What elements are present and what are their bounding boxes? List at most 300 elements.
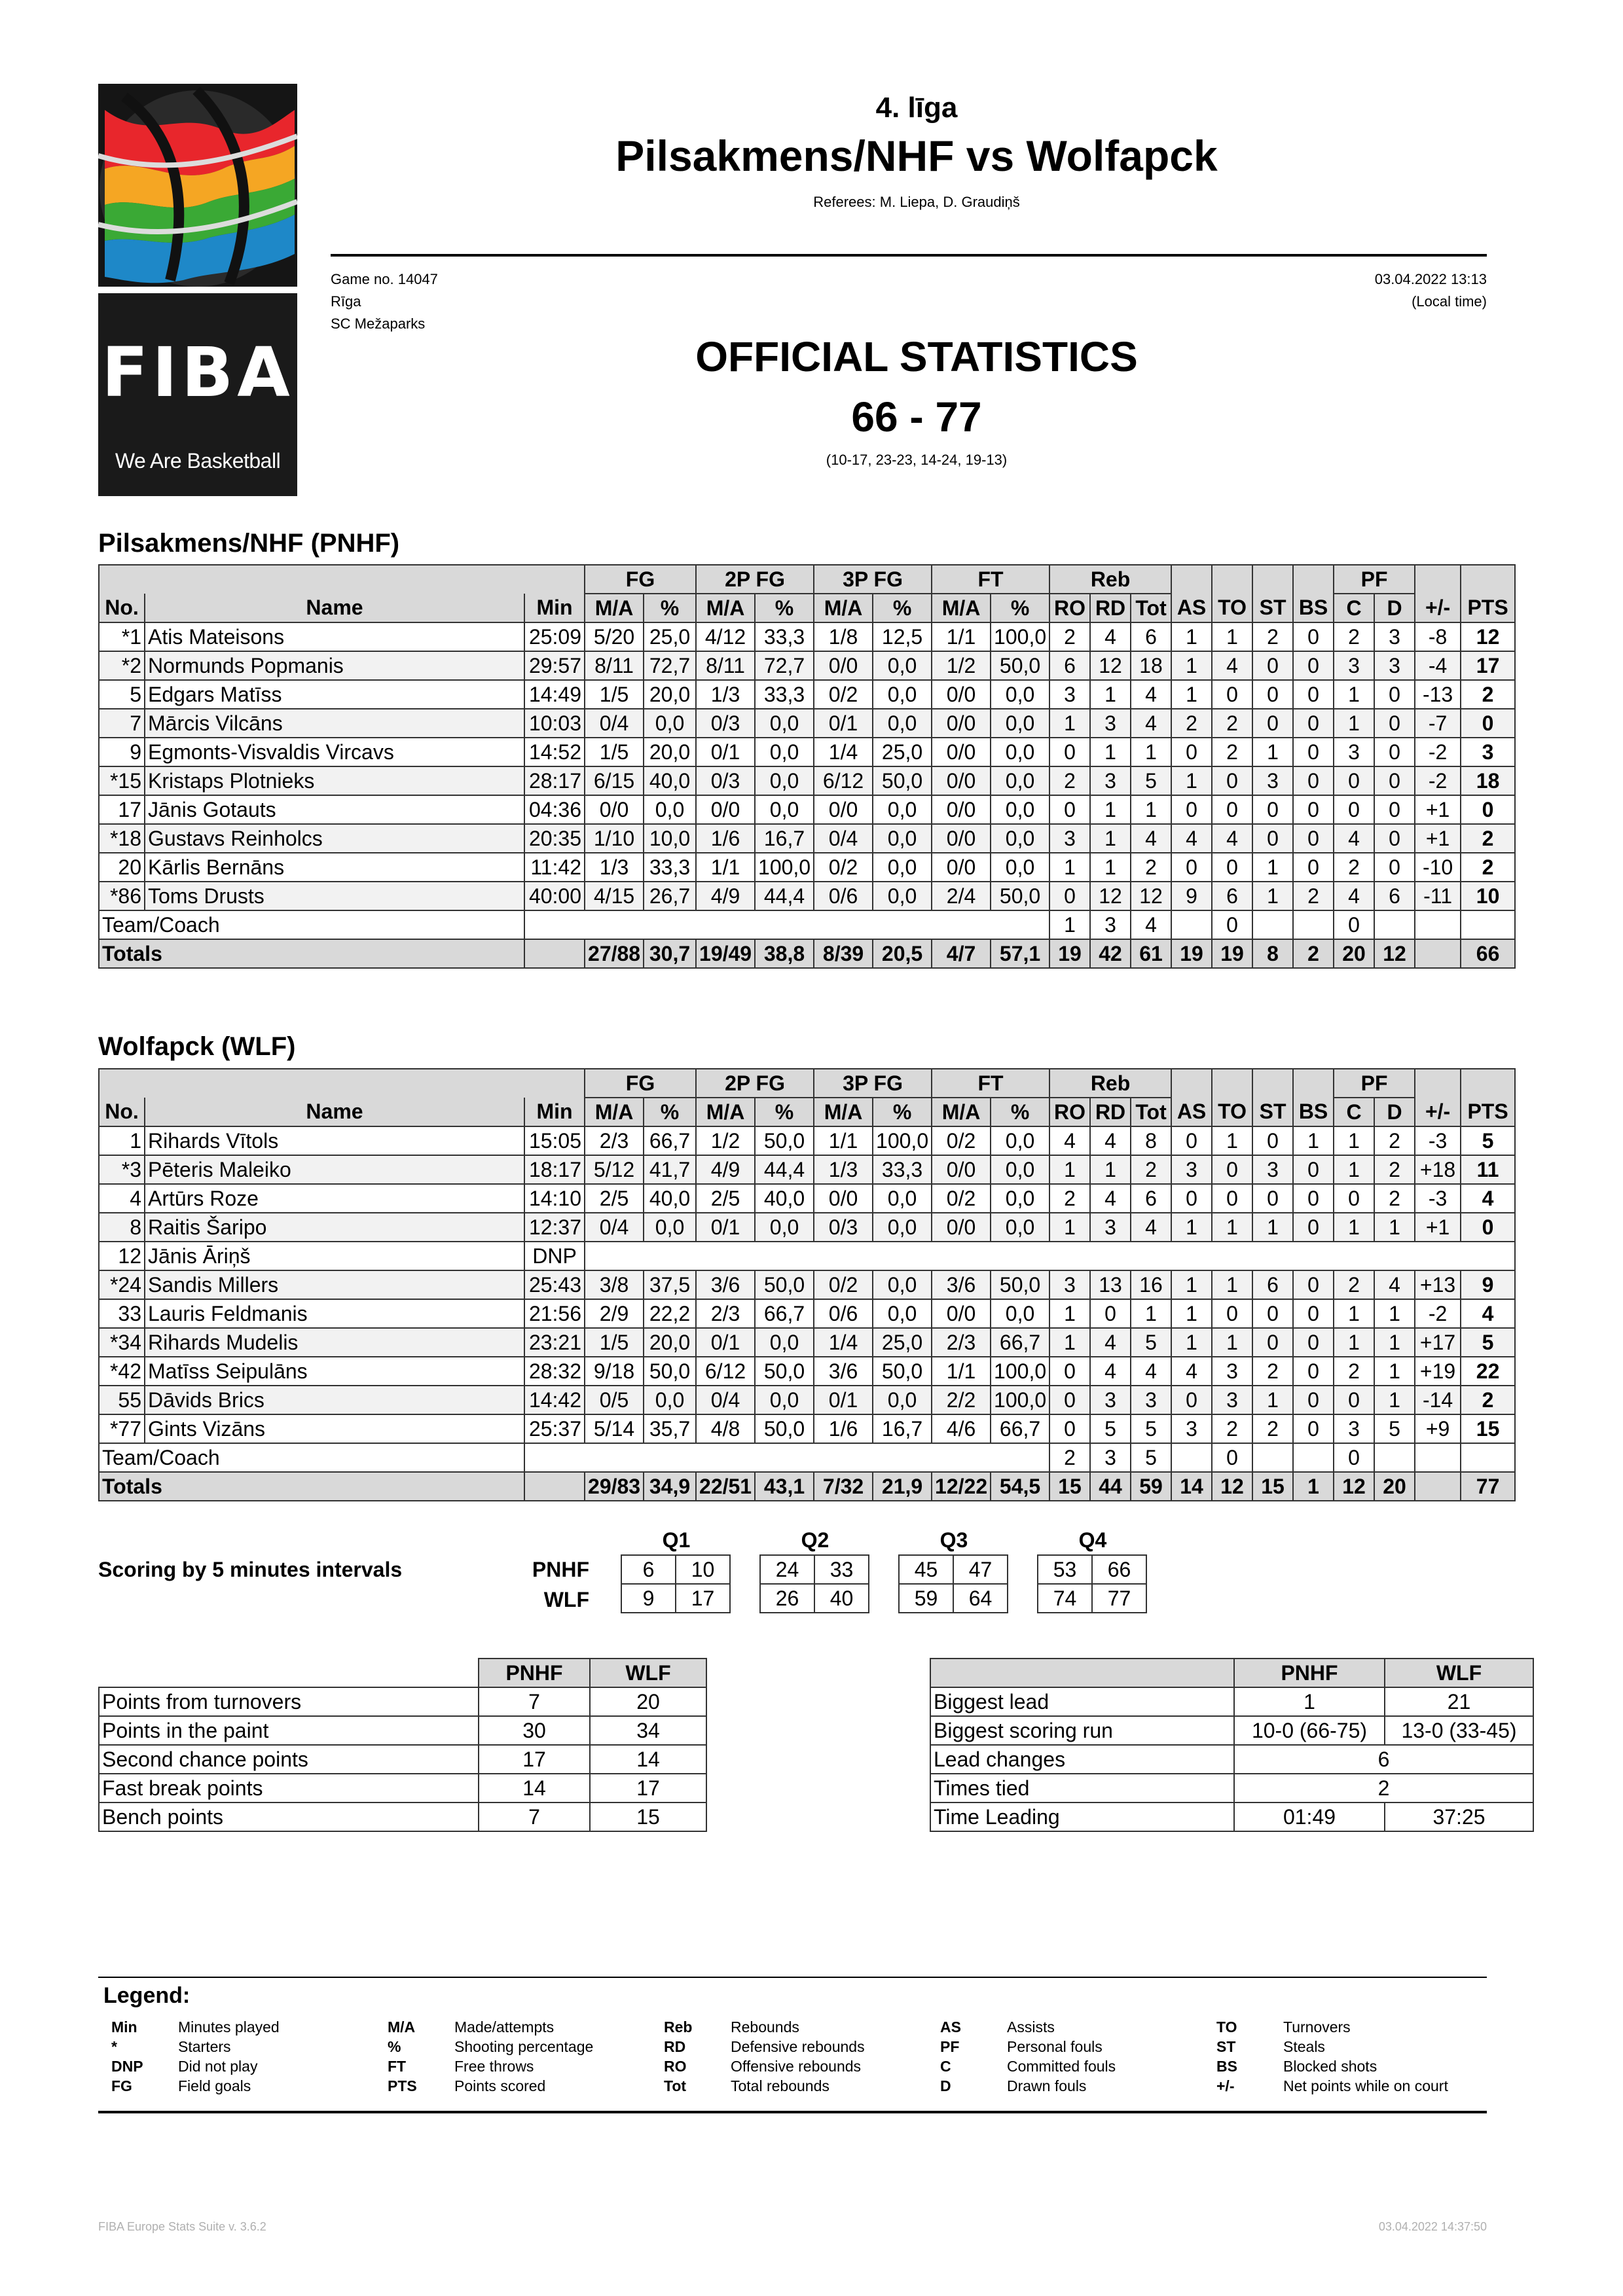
player-minutes: 28:32 — [524, 1357, 585, 1386]
stat-as: 0 — [1171, 1184, 1212, 1213]
stat-pm: +1 — [1415, 1213, 1461, 1242]
stat-p2p: 44,4 — [755, 882, 814, 910]
stat-d: 1 — [1374, 1386, 1415, 1414]
header-blank — [1461, 1069, 1515, 1098]
stat-to: 3 — [1212, 1386, 1252, 1414]
stat-d: 1 — [1374, 1299, 1415, 1328]
stat-pm: -3 — [1415, 1184, 1461, 1213]
stat-tot: 16 — [1131, 1270, 1171, 1299]
legend-column — [388, 2017, 593, 2096]
stat-tot: 3 — [1131, 1386, 1171, 1414]
stat-fgp: 72,7 — [644, 651, 696, 680]
totals-as: 19 — [1171, 939, 1212, 968]
column-group-header: 3P FG — [814, 565, 932, 594]
stat-p3p: 0,0 — [873, 1299, 932, 1328]
header-divider — [331, 254, 1487, 257]
points-value: 17 — [479, 1745, 590, 1774]
stat-ft: 0/0 — [932, 853, 991, 882]
stat-pm: +1 — [1415, 824, 1461, 853]
legend-desc: Offensive rebounds — [731, 2058, 862, 2075]
lead-row — [930, 1745, 1533, 1774]
stat-fgp: 41,7 — [644, 1155, 696, 1184]
stat-p2p: 66,7 — [755, 1299, 814, 1328]
stat-fg: 4/15 — [585, 882, 644, 910]
final-score: 66 - 77 — [851, 393, 982, 440]
stat-ftp: 0,0 — [991, 766, 1049, 795]
stat-p2: 0/3 — [696, 709, 755, 738]
interval-score: 45 — [898, 1554, 954, 1585]
stat-p2: 3/6 — [696, 1270, 755, 1299]
player-row — [99, 1184, 1515, 1213]
player-name: Normunds Popmanis — [145, 651, 524, 680]
fiba-logo — [98, 84, 297, 496]
player-minutes: 15:05 — [524, 1126, 585, 1155]
header-blank — [1415, 565, 1461, 594]
stat-tot: 1 — [1131, 795, 1171, 824]
stat-d: 0 — [1374, 853, 1415, 882]
stat-fgp: 0,0 — [644, 1386, 696, 1414]
stat-p2p: 50,0 — [755, 1414, 814, 1443]
stat-ftp: 66,7 — [991, 1414, 1049, 1443]
stat-ft: 0/0 — [932, 795, 991, 824]
legend-entry — [940, 2037, 1116, 2056]
totals-label: Totals — [99, 1472, 524, 1501]
stat-p2p: 72,7 — [755, 651, 814, 680]
player-minutes: 14:42 — [524, 1386, 585, 1414]
empty-stats — [585, 1242, 1515, 1270]
totals-p2p: 43,1 — [755, 1472, 814, 1501]
stat-tot: 12 — [1131, 882, 1171, 910]
stat-fg: 1/3 — [585, 853, 644, 882]
stat-rd: 1 — [1090, 795, 1131, 824]
player-minutes: 28:17 — [524, 766, 585, 795]
player-row — [99, 738, 1515, 766]
stat-pts — [1461, 910, 1515, 939]
stat-c: 0 — [1334, 1443, 1374, 1472]
game-meta — [331, 268, 438, 335]
stat-ro: 2 — [1049, 622, 1090, 651]
stat-ftp: 0,0 — [991, 1213, 1049, 1242]
stat-c: 3 — [1334, 651, 1374, 680]
player-row — [99, 882, 1515, 910]
legend-entry — [388, 2076, 593, 2096]
stat-tot: 1 — [1131, 1299, 1171, 1328]
stat-p3: 0/0 — [814, 651, 873, 680]
stat-ft: 0/0 — [932, 1299, 991, 1328]
stat-bs: 0 — [1293, 766, 1334, 795]
legend-abbr: % — [388, 2038, 401, 2055]
column-header: Tot — [1131, 1098, 1171, 1126]
stat-p3: 0/6 — [814, 1299, 873, 1328]
stat-ft: 0/0 — [932, 709, 991, 738]
lead-row — [930, 1803, 1533, 1831]
lead-value: 21 — [1385, 1687, 1533, 1716]
column-header: M/A — [932, 594, 991, 622]
stat-tot: 6 — [1131, 1184, 1171, 1213]
stat-p3: 0/0 — [814, 1184, 873, 1213]
stat-tot: 5 — [1131, 1443, 1171, 1472]
stat-bs: 0 — [1293, 738, 1334, 766]
interval-score: 26 — [759, 1583, 815, 1613]
stat-p3: 0/2 — [814, 853, 873, 882]
totals-fgp: 30,7 — [644, 939, 696, 968]
stat-p2: 1/3 — [696, 680, 755, 709]
stat-c: 1 — [1334, 1126, 1374, 1155]
stat-as: 1 — [1171, 1213, 1212, 1242]
stat-st: 2 — [1252, 1357, 1293, 1386]
player-minutes: 18:17 — [524, 1155, 585, 1184]
legend-entry — [388, 2037, 593, 2056]
stat-ro: 2 — [1049, 1184, 1090, 1213]
stat-as: 1 — [1171, 680, 1212, 709]
stat-bs: 0 — [1293, 709, 1334, 738]
quarter-label: Q1 — [662, 1528, 691, 1552]
game-title: Pilsakmens/NHF vs Wolfapck — [615, 132, 1218, 180]
stat-fg: 3/8 — [585, 1270, 644, 1299]
stat-c: 1 — [1334, 1213, 1374, 1242]
player-row — [99, 795, 1515, 824]
stat-pts: 0 — [1461, 795, 1515, 824]
legend-entry — [111, 2056, 280, 2076]
column-header: % — [644, 1098, 696, 1126]
stat-to: 2 — [1212, 1414, 1252, 1443]
totals-st: 8 — [1252, 939, 1293, 968]
stat-rd: 3 — [1090, 766, 1131, 795]
stat-p2: 1/6 — [696, 824, 755, 853]
team-header: WLF — [1385, 1659, 1533, 1687]
stat-pts: 22 — [1461, 1357, 1515, 1386]
lead-value: 1 — [1234, 1687, 1385, 1716]
team-header: PNHF — [479, 1659, 590, 1687]
stat-p3p: 25,0 — [873, 1328, 932, 1357]
player-name: Pēteris Maleiko — [145, 1155, 524, 1184]
stat-tot: 6 — [1131, 622, 1171, 651]
stat-as: 4 — [1171, 824, 1212, 853]
stat-p3: 0/2 — [814, 680, 873, 709]
column-header: % — [873, 594, 932, 622]
stat-pm: -10 — [1415, 853, 1461, 882]
stat-p2p: 0,0 — [755, 709, 814, 738]
column-header: M/A — [696, 594, 755, 622]
stat-pts: 10 — [1461, 882, 1515, 910]
totals-rd: 44 — [1090, 1472, 1131, 1501]
stat-ftp: 0,0 — [991, 1184, 1049, 1213]
column-header: M/A — [932, 1098, 991, 1126]
player-minutes: 12:37 — [524, 1213, 585, 1242]
stat-pm: -8 — [1415, 622, 1461, 651]
stat-rd: 1 — [1090, 853, 1131, 882]
stat-p2: 0/1 — [696, 1213, 755, 1242]
legend-divider-top — [98, 1977, 1487, 1978]
legend-entry — [664, 2056, 865, 2076]
stat-to: 0 — [1212, 795, 1252, 824]
totals-pts: 77 — [1461, 1472, 1515, 1501]
stat-st: 2 — [1252, 1414, 1293, 1443]
stat-bs: 0 — [1293, 680, 1334, 709]
totals-min — [524, 939, 585, 968]
stat-rd: 12 — [1090, 651, 1131, 680]
stat-bs: 0 — [1293, 1386, 1334, 1414]
stat-c: 1 — [1334, 1299, 1374, 1328]
stat-p3: 0/3 — [814, 1213, 873, 1242]
column-group-header: 2P FG — [696, 565, 814, 594]
legend-abbr: FG — [111, 2077, 132, 2094]
totals-p2: 22/51 — [696, 1472, 755, 1501]
stat-fg: 2/5 — [585, 1184, 644, 1213]
stat-c: 1 — [1334, 1328, 1374, 1357]
player-minutes: 25:09 — [524, 622, 585, 651]
stat-fg: 0/5 — [585, 1386, 644, 1414]
player-name: Jānis Gotauts — [145, 795, 524, 824]
stat-rd: 1 — [1090, 824, 1131, 853]
column-group-header: 3P FG — [814, 1069, 932, 1098]
stat-bs — [1293, 910, 1334, 939]
legend-entry — [940, 2076, 1116, 2096]
interval-score: 53 — [1037, 1554, 1093, 1585]
stat-to: 4 — [1212, 651, 1252, 680]
stat-rd: 1 — [1090, 680, 1131, 709]
legend-desc: Shooting percentage — [454, 2038, 594, 2055]
column-header: PTS — [1461, 594, 1515, 622]
stat-as: 1 — [1171, 1328, 1212, 1357]
stat-ft: 1/1 — [932, 1357, 991, 1386]
column-header: RD — [1090, 594, 1131, 622]
legend-desc: Committed fouls — [1007, 2058, 1116, 2075]
stat-ro: 3 — [1049, 680, 1090, 709]
stat-pm: -13 — [1415, 680, 1461, 709]
stat-as: 4 — [1171, 1357, 1212, 1386]
stat-bs: 0 — [1293, 1328, 1334, 1357]
stat-p3: 1/3 — [814, 1155, 873, 1184]
stat-fgp: 20,0 — [644, 1328, 696, 1357]
stat-p3p: 0,0 — [873, 1184, 932, 1213]
stat-to: 1 — [1212, 1213, 1252, 1242]
header-blank — [1212, 1069, 1252, 1098]
stat-ftp: 0,0 — [991, 1126, 1049, 1155]
stat-p2p: 0,0 — [755, 795, 814, 824]
stat-to: 1 — [1212, 622, 1252, 651]
team-coach-row — [99, 1443, 1515, 1472]
player-number: *34 — [99, 1328, 145, 1357]
stat-c: 0 — [1334, 795, 1374, 824]
player-row — [99, 1242, 1515, 1270]
stat-as: 1 — [1171, 622, 1212, 651]
column-header: D — [1374, 594, 1415, 622]
interval-score: 10 — [675, 1554, 731, 1585]
stat-as: 2 — [1171, 709, 1212, 738]
local-time-note: (Local time) — [1412, 293, 1487, 310]
stat-fgp: 0,0 — [644, 795, 696, 824]
stat-rd: 3 — [1090, 910, 1131, 939]
player-number: 17 — [99, 795, 145, 824]
stat-d: 1 — [1374, 1328, 1415, 1357]
stat-st — [1252, 910, 1293, 939]
stat-fg: 1/10 — [585, 824, 644, 853]
column-header: C — [1334, 594, 1374, 622]
stat-pm: +9 — [1415, 1414, 1461, 1443]
player-minutes: 14:52 — [524, 738, 585, 766]
stat-pts: 4 — [1461, 1184, 1515, 1213]
column-header: Min — [524, 1098, 585, 1126]
header-blank — [1293, 1069, 1334, 1098]
interval-score: 59 — [898, 1583, 954, 1613]
scoring-team-away: WLF — [543, 1588, 589, 1611]
totals-fg: 29/83 — [585, 1472, 644, 1501]
stat-bs — [1293, 1443, 1334, 1472]
game-city: Rīga — [331, 293, 361, 310]
table-group-header-row — [99, 565, 1515, 594]
stat-p3: 1/6 — [814, 1414, 873, 1443]
points-row — [99, 1774, 706, 1803]
legend-entry — [111, 2076, 280, 2096]
column-header: BS — [1293, 594, 1334, 622]
legend-abbr: * — [111, 2038, 117, 2055]
stat-to: 2 — [1212, 709, 1252, 738]
stat-ft: 0/0 — [932, 1155, 991, 1184]
player-number: 7 — [99, 709, 145, 738]
player-minutes: 20:35 — [524, 824, 585, 853]
legend-desc: Free throws — [454, 2058, 534, 2075]
player-name: Mārcis Vilcāns — [145, 709, 524, 738]
stat-pts: 17 — [1461, 651, 1515, 680]
legend-desc: Total rebounds — [731, 2077, 830, 2094]
column-header: % — [755, 1098, 814, 1126]
stat-rd: 13 — [1090, 1270, 1131, 1299]
column-header: Name — [145, 1098, 524, 1126]
stat-c: 3 — [1334, 738, 1374, 766]
stat-d: 0 — [1374, 824, 1415, 853]
column-group-header: FG — [585, 1069, 696, 1098]
player-number: *1 — [99, 622, 145, 651]
stat-pts: 15 — [1461, 1414, 1515, 1443]
stat-tot: 4 — [1131, 680, 1171, 709]
column-header: +/- — [1415, 594, 1461, 622]
interval-score: 47 — [953, 1554, 1008, 1585]
points-breakdown-table — [98, 1658, 707, 1832]
lead-row — [930, 1716, 1533, 1745]
stat-st: 0 — [1252, 1328, 1293, 1357]
stat-pts: 2 — [1461, 680, 1515, 709]
stat-p2p: 0,0 — [755, 1213, 814, 1242]
table-column-header-row — [99, 1098, 1515, 1126]
stat-pm: -2 — [1415, 766, 1461, 795]
scoring-intervals-label: Scoring by 5 minutes intervals — [98, 1558, 403, 1581]
interval-score: 64 — [953, 1583, 1008, 1613]
column-header: PTS — [1461, 1098, 1515, 1126]
column-header: M/A — [585, 1098, 644, 1126]
stat-as — [1171, 1443, 1212, 1472]
stat-p2p: 0,0 — [755, 1328, 814, 1357]
column-group-header: FT — [932, 565, 1049, 594]
stat-rd: 3 — [1090, 1213, 1131, 1242]
stat-ftp: 0,0 — [991, 1299, 1049, 1328]
stat-ftp: 0,0 — [991, 824, 1049, 853]
stat-pm — [1415, 910, 1461, 939]
stat-fg: 9/18 — [585, 1357, 644, 1386]
stat-ft: 0/0 — [932, 738, 991, 766]
stat-p3p: 0,0 — [873, 1386, 932, 1414]
legend-desc: Drawn fouls — [1007, 2077, 1087, 2094]
player-number: 4 — [99, 1184, 145, 1213]
stat-p3p: 0,0 — [873, 795, 932, 824]
stat-to: 1 — [1212, 1328, 1252, 1357]
stat-as: 0 — [1171, 795, 1212, 824]
totals-p2p: 38,8 — [755, 939, 814, 968]
stat-tot: 4 — [1131, 1357, 1171, 1386]
totals-label: Totals — [99, 939, 524, 968]
official-statistics-title: OFFICIAL STATISTICS — [695, 333, 1138, 380]
stat-d — [1374, 1443, 1415, 1472]
player-row — [99, 1155, 1515, 1184]
stat-fg: 1/5 — [585, 738, 644, 766]
points-row — [99, 1687, 706, 1716]
legend-abbr: BS — [1216, 2058, 1237, 2075]
points-row — [99, 1803, 706, 1831]
game-datetime: 03.04.2022 13:13 — [1374, 271, 1487, 287]
stat-st: 0 — [1252, 1299, 1293, 1328]
stat-c: 0 — [1334, 910, 1374, 939]
points-value: 7 — [479, 1687, 590, 1716]
stat-ft: 0/0 — [932, 680, 991, 709]
stat-ftp: 0,0 — [991, 709, 1049, 738]
player-number: *77 — [99, 1414, 145, 1443]
stat-p2: 8/11 — [696, 651, 755, 680]
stat-fg: 5/12 — [585, 1155, 644, 1184]
player-row — [99, 824, 1515, 853]
stat-ro: 6 — [1049, 651, 1090, 680]
interval-score: 6 — [621, 1554, 676, 1585]
stat-to: 0 — [1212, 1443, 1252, 1472]
header-blank — [1171, 565, 1212, 594]
totals-p2: 19/49 — [696, 939, 755, 968]
player-name: Rihards Mudelis — [145, 1328, 524, 1357]
stat-rd: 4 — [1090, 1357, 1131, 1386]
points-label: Second chance points — [99, 1745, 479, 1774]
lead-stats-table — [930, 1658, 1534, 1832]
stat-pts: 4 — [1461, 1299, 1515, 1328]
stat-c: 2 — [1334, 853, 1374, 882]
header-blank — [1252, 565, 1293, 594]
stat-p2p: 50,0 — [755, 1270, 814, 1299]
header-blank — [1293, 565, 1334, 594]
stat-p3p: 50,0 — [873, 1357, 932, 1386]
table-column-header-row — [99, 594, 1515, 622]
stat-to: 0 — [1212, 1299, 1252, 1328]
stat-as: 3 — [1171, 1414, 1212, 1443]
legend-abbr: C — [940, 2058, 951, 2075]
header-blank — [1212, 565, 1252, 594]
player-number: 1 — [99, 1126, 145, 1155]
legend-desc: Personal fouls — [1007, 2038, 1103, 2055]
player-name: Kārlis Bernāns — [145, 853, 524, 882]
points-value: 20 — [590, 1687, 706, 1716]
totals-ft: 4/7 — [932, 939, 991, 968]
stat-d: 5 — [1374, 1414, 1415, 1443]
stat-st — [1252, 1443, 1293, 1472]
stat-rd: 1 — [1090, 738, 1131, 766]
stat-pm: -2 — [1415, 738, 1461, 766]
stat-ft: 3/6 — [932, 1270, 991, 1299]
stat-as: 0 — [1171, 853, 1212, 882]
stat-p3p: 0,0 — [873, 680, 932, 709]
player-name: Gustavs Reinholcs — [145, 824, 524, 853]
player-minutes: 25:43 — [524, 1270, 585, 1299]
stat-ft: 2/4 — [932, 882, 991, 910]
legend-abbr: PF — [940, 2038, 960, 2055]
stat-fgp: 40,0 — [644, 1184, 696, 1213]
stat-c: 0 — [1334, 1386, 1374, 1414]
legend-desc: Minutes played — [178, 2018, 280, 2036]
